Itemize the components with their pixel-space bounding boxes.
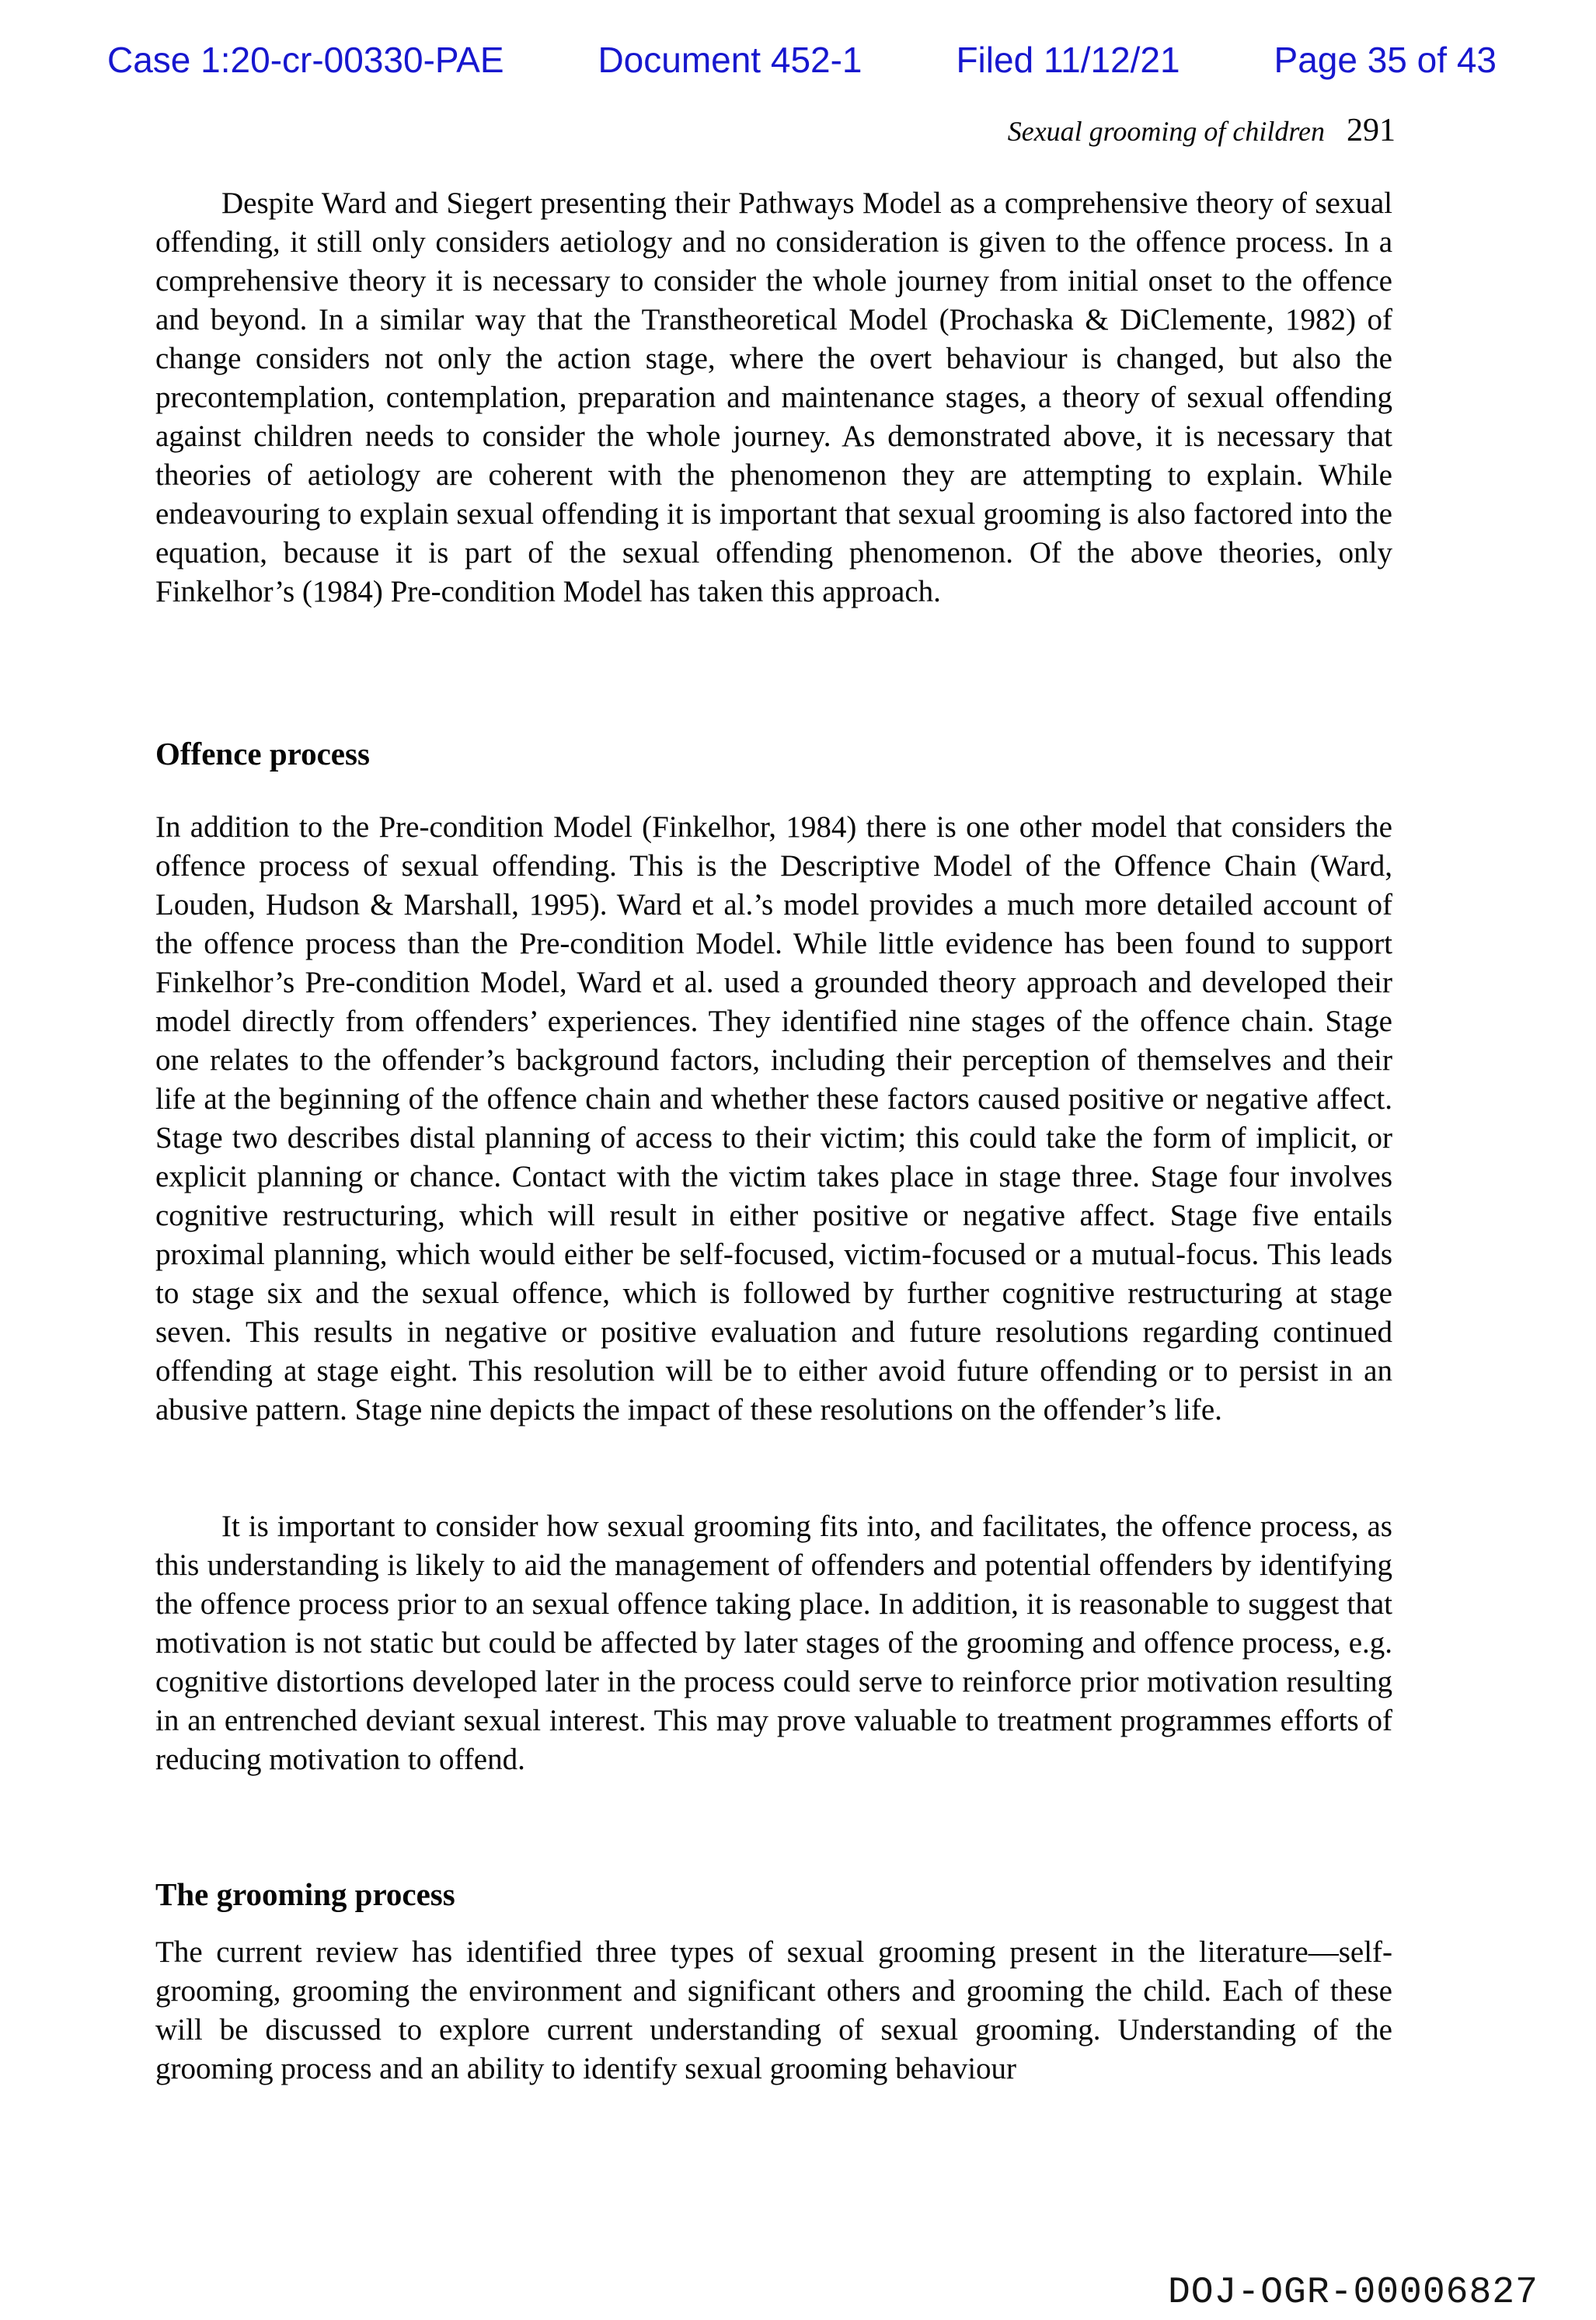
section-heading-grooming-process: The grooming process <box>155 1876 455 1912</box>
case-header-stamp <box>107 40 1497 80</box>
stamp-filed-date: Filed 11/12/21 <box>956 40 1180 80</box>
running-head <box>155 112 1396 149</box>
paragraph-offence-process-2: It is important to consider how sexual grooming fits into, and facilitates, the offence process, as this understanding is likely to aid the management of offenders and potential offenders by identifying the offence process prior to an sexual offence taking place. In addition, it is reasonable to suggest that motivation is not static but could be affected by later stages of the grooming and offence process, e.g. cognitive distortions developed later in the process could serve to reinforce prior motivation resulting in an entrenched deviant sexual interest. This may prove valuable to treatment programmes efforts of reducing motivation to offend. <box>155 1510 1392 1776</box>
running-head-title: Sexual grooming of children <box>1007 116 1325 147</box>
running-head-page-number: 291 <box>1347 113 1396 148</box>
paragraph-offence-process-1: In addition to the Pre-condition Model (Finkelhor, 1984) there is one other model that considers the offence process of sexual offending. This is the Descriptive Model of the Offence Chain (Ward, Louden, Hudson & Marshall, 1995). Ward et al.’s model provides a much more detailed account of the offence process than the Pre-condition Model. While little evidence has been found to support Finkelhor’s Pre-condition Model, Ward et al. used a grounded theory approach and developed their model directly from offenders’ experiences. They identified nine stages of the offence chain. Stage one relates to the offender’s background factors, including their perception of themselves and their life at the beginning of the offence chain and whether these factors caused positive or negative affect. Stage two describes distal planning of access to their victim; this could take the form of implicit, or explicit planning or chance. Contact with the victim takes place in stage three. Stage four involves cognitive restructuring, which will result in either positive or negative affect. Stage five entails proximal planning, which would either be self-focused, victim-focused or a mutual-focus. This leads to stage six and the sexual offence, which is followed by further cognitive restructuring at stage seven. This results in negative or positive evaluation and future resolutions regarding continued offending at stage eight. This resolution will be to either avoid future offending or to persist in an abusive pattern. Stage nine depicts the impact of these resolutions on the offender’s life. <box>155 810 1392 1426</box>
paragraph-intro: Despite Ward and Siegert presenting their Pathways Model as a comprehensive theory of sexual offending, it still only considers aetiology and no consideration is given to the offence process. In a comprehensive theory it is necessary to consider the whole journey from initial onset to the offence and beyond. In a similar way that the Transtheoretical Model (Prochaska & DiClemente, 1982) of change considers not only the action stage, where the overt behaviour is changed, but also the precontemplation, contemplation, preparation and maintenance stages, a theory of sexual offending against children needs to consider the whole journey. As demonstrated above, it is necessary that theories of aetiology are coherent with the phenomenon they are attempting to explain. While endeavouring to explain sexual offending it is important that sexual grooming is also factored into the equation, because it is part of the sexual offending phenomenon. Of the above theories, only Finkelhor’s (1984) Pre-condition Model has taken this approach. <box>155 186 1392 608</box>
stamp-case-number: Case 1:20-cr-00330-PAE <box>107 40 504 80</box>
stamp-page-info: Page 35 of 43 <box>1274 40 1497 80</box>
paragraph-grooming-process: The current review has identified three types of sexual grooming present in the literature—self-grooming, grooming the environment and significant others and grooming the child. Each of these will be discussed to explore current understanding of sexual grooming. Understanding of the grooming process and an ability to identify sexual grooming behaviour <box>155 1935 1392 2085</box>
bates-number: DOJ-OGR-00006827 <box>1168 2272 1539 2314</box>
section-heading-offence-process: Offence process <box>155 736 370 772</box>
stamp-document-number: Document 452-1 <box>598 40 862 80</box>
